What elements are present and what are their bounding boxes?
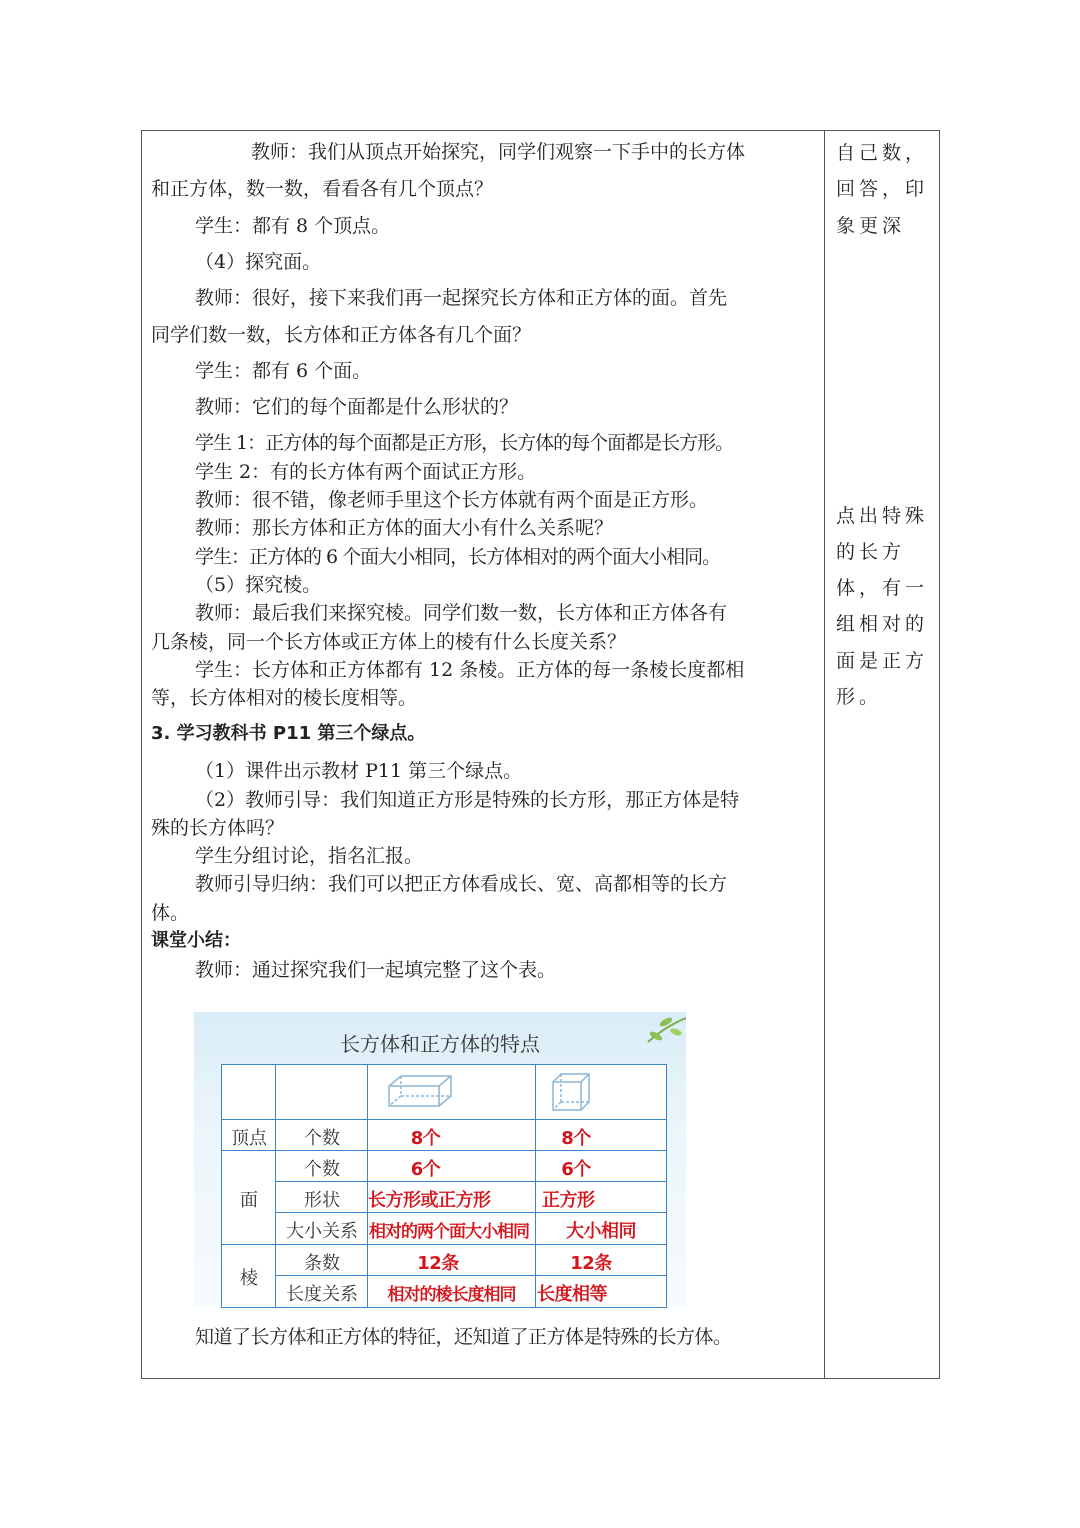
cuboid-icon xyxy=(387,1074,453,1110)
row-label-face: 面 xyxy=(240,1190,258,1211)
text-line: 知道了长方体和正方体的特征，还知道了正方体是特殊的长方体。 xyxy=(195,1326,732,1348)
leaf-icon xyxy=(626,1012,686,1052)
cube-length: 长度相等 xyxy=(537,1284,607,1305)
grid-line xyxy=(275,1064,276,1308)
side-note-line: 回答，印 xyxy=(836,178,929,200)
text-line: 体。 xyxy=(151,902,190,924)
cube-shape: 正方形 xyxy=(542,1190,595,1211)
row-label-edge: 棱 xyxy=(240,1268,258,1289)
side-note-line: 的长方 xyxy=(836,541,906,563)
row-label-vertex: 顶点 xyxy=(231,1128,267,1149)
side-note-line: 自己数， xyxy=(836,142,929,164)
cube-faces: 6个 xyxy=(561,1159,591,1180)
side-note-line: 体，有一 xyxy=(836,577,929,599)
grid-line xyxy=(221,1064,667,1065)
text-line: 学生分组讨论，指名汇报。 xyxy=(195,845,424,867)
cuboid-faces: 6个 xyxy=(410,1159,441,1180)
grid-line xyxy=(275,1212,667,1213)
text-line: 同学们数一数，长方体和正方体各有几个面？ xyxy=(151,324,532,346)
text-line: 殊的长方体吗？ xyxy=(151,817,285,839)
cuboid-shape: 长方形或正方形 xyxy=(368,1190,491,1211)
grid-line xyxy=(666,1064,667,1308)
side-note-line: 组相对的 xyxy=(836,613,929,635)
row-label-edge-count: 条数 xyxy=(304,1253,340,1274)
row-label-size: 大小关系 xyxy=(286,1221,358,1242)
text-line: 教师引导归纳：我们可以把正方体看成长、宽、高都相等的长方 xyxy=(195,873,728,895)
cuboid-vertices: 8个 xyxy=(410,1128,441,1149)
cuboid-edges: 12条 xyxy=(417,1253,459,1274)
cube-size: 大小相同 xyxy=(566,1221,636,1242)
side-note-line: 点出特殊 xyxy=(836,505,929,527)
text-line: （5）探究棱。 xyxy=(195,574,322,596)
side-note-line: 形。 xyxy=(836,686,883,708)
cube-edges: 12条 xyxy=(570,1253,612,1274)
figure-title: 长方体和正方体的特点 xyxy=(340,1032,540,1056)
summary-heading: 课堂小结： xyxy=(151,930,241,951)
features-figure xyxy=(194,1012,686,1308)
text-line: 教师：通过探究我们一起填完整了这个表。 xyxy=(195,959,557,981)
text-line: （1）课件出示教材 P11 第三个绿点。 xyxy=(195,760,523,782)
cuboid-length: 相对的棱长度相同 xyxy=(387,1285,516,1305)
text-line: 教师：很不错，像老师手里这个长方体就有两个面是正方形。 xyxy=(195,489,709,511)
cuboid-size: 相对的两个面大小相同 xyxy=(369,1222,529,1242)
side-note-line: 象更深 xyxy=(836,215,906,237)
grid-line xyxy=(221,1119,667,1120)
text-line: 几条棱，同一个长方体或正方体上的棱有什么长度关系？ xyxy=(151,631,627,653)
row-label-count: 个数 xyxy=(304,1159,340,1180)
grid-line xyxy=(275,1275,667,1276)
text-line: （4）探究面。 xyxy=(195,251,322,273)
section-heading: 3. 学习教科书 P11 第三个绿点。 xyxy=(151,723,426,744)
text-line: 和正方体，数一数，看看各有几个顶点？ xyxy=(151,178,494,200)
row-label-count: 个数 xyxy=(304,1128,340,1149)
grid-line xyxy=(221,1244,667,1245)
text-line: 学生：都有 8 个顶点。 xyxy=(195,215,391,237)
text-line: 学生：长方体和正方体都有 12 条棱。正方体的每一条棱长度都相 xyxy=(195,659,745,681)
text-line: 学生：都有 6 个面。 xyxy=(195,360,372,382)
text-line: 学生 1：正方体的每个面都是正方形，长方体的每个面都是长方形。 xyxy=(195,432,734,454)
side-note-line: 面是正方 xyxy=(836,650,929,672)
text-line: （2）教师引导：我们知道正方形是特殊的长方形，那正方体是特 xyxy=(195,789,740,811)
grid-line xyxy=(221,1150,667,1151)
text-line: 等，长方体相对的棱长度相等。 xyxy=(151,687,418,709)
features-table xyxy=(221,1064,667,1308)
text-line: 学生 2：有的长方体有两个面试正方形。 xyxy=(195,461,537,483)
cube-vertices: 8个 xyxy=(561,1128,591,1149)
grid-line xyxy=(275,1181,667,1182)
cube-icon xyxy=(551,1072,591,1112)
text-line: 教师：很好，接下来我们再一起探究长方体和正方体的面。首先 xyxy=(195,287,728,309)
row-label-shape: 形状 xyxy=(304,1190,340,1211)
grid-line xyxy=(221,1307,667,1308)
text-line: 教师：我们从顶点开始探究，同学们观察一下手中的长方体 xyxy=(251,141,746,163)
text-line: 学生：正方体的 6 个面大小相同，长方体相对的两个面大小相同。 xyxy=(195,546,721,568)
text-line: 教师：最后我们来探究棱。同学们数一数，长方体和正方体各有 xyxy=(195,602,728,624)
text-line: 教师：它们的每个面都是什么形状的？ xyxy=(195,396,519,418)
column-divider xyxy=(824,130,825,1379)
grid-line xyxy=(221,1064,222,1308)
row-label-length: 长度关系 xyxy=(286,1284,358,1305)
text-line: 教师：那长方体和正方体的面大小有什么关系呢？ xyxy=(195,517,614,539)
